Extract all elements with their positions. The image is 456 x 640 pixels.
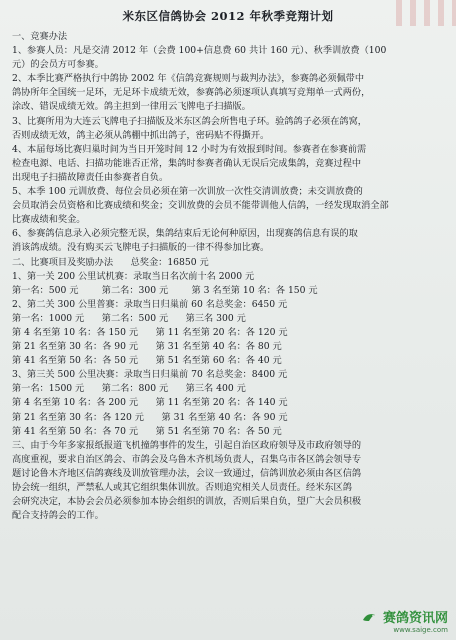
text-line: 第 41 名至第 50 名：各 70 元 第 51 名至第 70 名：各 50 元 [12, 425, 282, 437]
text-line: 3、比赛所用为大连云飞牌电子扫描版及米东区鸽会所售电子环。验鸽鸽子必须在鸽窝， [12, 115, 367, 127]
text-line: 鸽协所年全国统一足环，无足环卡成绩无效，参赛鸽必须逐项认真填写竞翔单一式两份， [12, 87, 371, 99]
text-line: 消该鸽成绩。没有购买云飞牌电子扫描版的一律不得参加比赛。 [12, 242, 270, 254]
text-line: 涂改、错误成绩无效。鸽主担到一律用云飞牌电子扫描版。 [12, 101, 251, 113]
bleed-through-stamp [396, 0, 456, 26]
text-line: 第一名：500 元 第二名：300 元 第 3 名至第 10 名：各 150 元 [12, 284, 318, 296]
text-line: 6、参赛鸽信息录入必须完整无误，集鸽结束后无论何种原因，出现赛鸽信息有误的取 [12, 228, 358, 240]
text-line: 第 4 名至第 10 名：各 150 元 第 11 名至第 20 名：各 120 元 [12, 326, 288, 338]
text-line: 第 21 名至第 30 名：各 120 元 第 31 名至第 40 名：各 90 元 [12, 411, 288, 423]
text-line: 会员取消会员资格和比赛成绩和奖金；交训放费的会员不能带训他人信鸽，一经发现取消全部 [12, 200, 389, 212]
text-line: 检查电源、电话、扫描功能谁否正常，集鸽时参赛者确认无误后完成集鸽，竞赛过程中 [12, 157, 362, 169]
site-watermark [362, 607, 448, 634]
pigeon-logo-icon [362, 612, 376, 624]
text-line: 元）的会员方可参赛。 [12, 59, 104, 71]
text-line: 高度重视，要求自治区鸽会、市鸽会及乌鲁木齐机场负责人，召集乌市各区鸽会领导专 [12, 453, 362, 465]
text-line: 1、第一关 200 公里试机赛：录取当日名次前十名 2000 元 [12, 270, 255, 282]
text-line: 1、参赛人员：凡是交清 2012 年（会费 100+信息费 60 共计 160 元）、秋季训放费（100 [12, 45, 387, 57]
text-line: 配合支持鸽会的工作。 [12, 510, 104, 522]
document-title: 米东区信鸽协会 2012 年秋季竞翔计划 [122, 9, 334, 23]
text-line: 第一名：1000 元 第二名：500 元 第三名 300 元 [12, 312, 246, 324]
text-line: 4、本届每场比赛归巢时间为当日开笼时间 12 小时为有效报到时间。参赛者在参赛前需 [12, 143, 367, 155]
text-line: 比赛成绩和奖金。 [12, 214, 86, 226]
text-line: 5、本季 100 元训放费、每位会员必须在第一次训放一次性交清训放费；未交训放费的 [12, 186, 363, 198]
text-line: 2、本季比赛严格执行中鸽协 2002 年《信鸽竞赛规则与裁判办法》，参赛鸽必须佩带中 [12, 73, 365, 85]
text-line: 题讨论鲁木齐地区信鸽赛线及训放管理办法，会议一致通过，信鸽训放必须由各区信鸽 [12, 467, 362, 479]
watermark-name: 赛鸽资讯网 [382, 611, 448, 626]
watermark-url: www.saige.com [393, 626, 448, 634]
text-line: 第 4 名至第 10 名：各 200 元 第 11 名至第 20 名：各 140 元 [12, 397, 288, 409]
document-body [12, 30, 444, 523]
text-line: 3、第三关 500 公里决赛：录取当日归巢前 70 名总奖金：8400 元 [12, 369, 288, 381]
text-line: 2、第二关 300 公里普赛：录取当日归巢前 60 名总奖金：6450 元 [12, 298, 288, 310]
text-line: 三、由于今年多家报纸报道飞机撞鸽事件的发生，引起自治区政府领导及市政府领导的 [12, 439, 362, 451]
text-line: 二、比赛项目及奖励办法 总奖金：16850 元 [12, 256, 209, 268]
text-line: 协会统一组织，严禁私人或其它组织集体训放。否则追究相关人员责任。经米东区鸽 [12, 482, 352, 493]
text-line: 一、竞赛办法 [12, 31, 68, 42]
text-line: 出现电子扫描故障责任由参赛者自负。 [12, 171, 169, 183]
text-line: 第 41 名至第 50 名：各 50 元 第 51 名至第 60 名：各 40 元 [12, 355, 282, 367]
text-line: 否则成绩无效，鸽主必须从鸽棚中抓出鸽子，密码贴不得撕开。 [12, 129, 270, 141]
text-line: 会研究决定，本协会会员必须参加本协会组织的训放，否则后果自负，望广大会员积极 [12, 496, 362, 508]
text-line: 第 21 名至第 30 名：各 90 元 第 31 名至第 40 名：各 80 元 [12, 341, 282, 353]
text-line: 第一名：1500 元 第二名：800 元 第三名 400 元 [12, 383, 246, 395]
